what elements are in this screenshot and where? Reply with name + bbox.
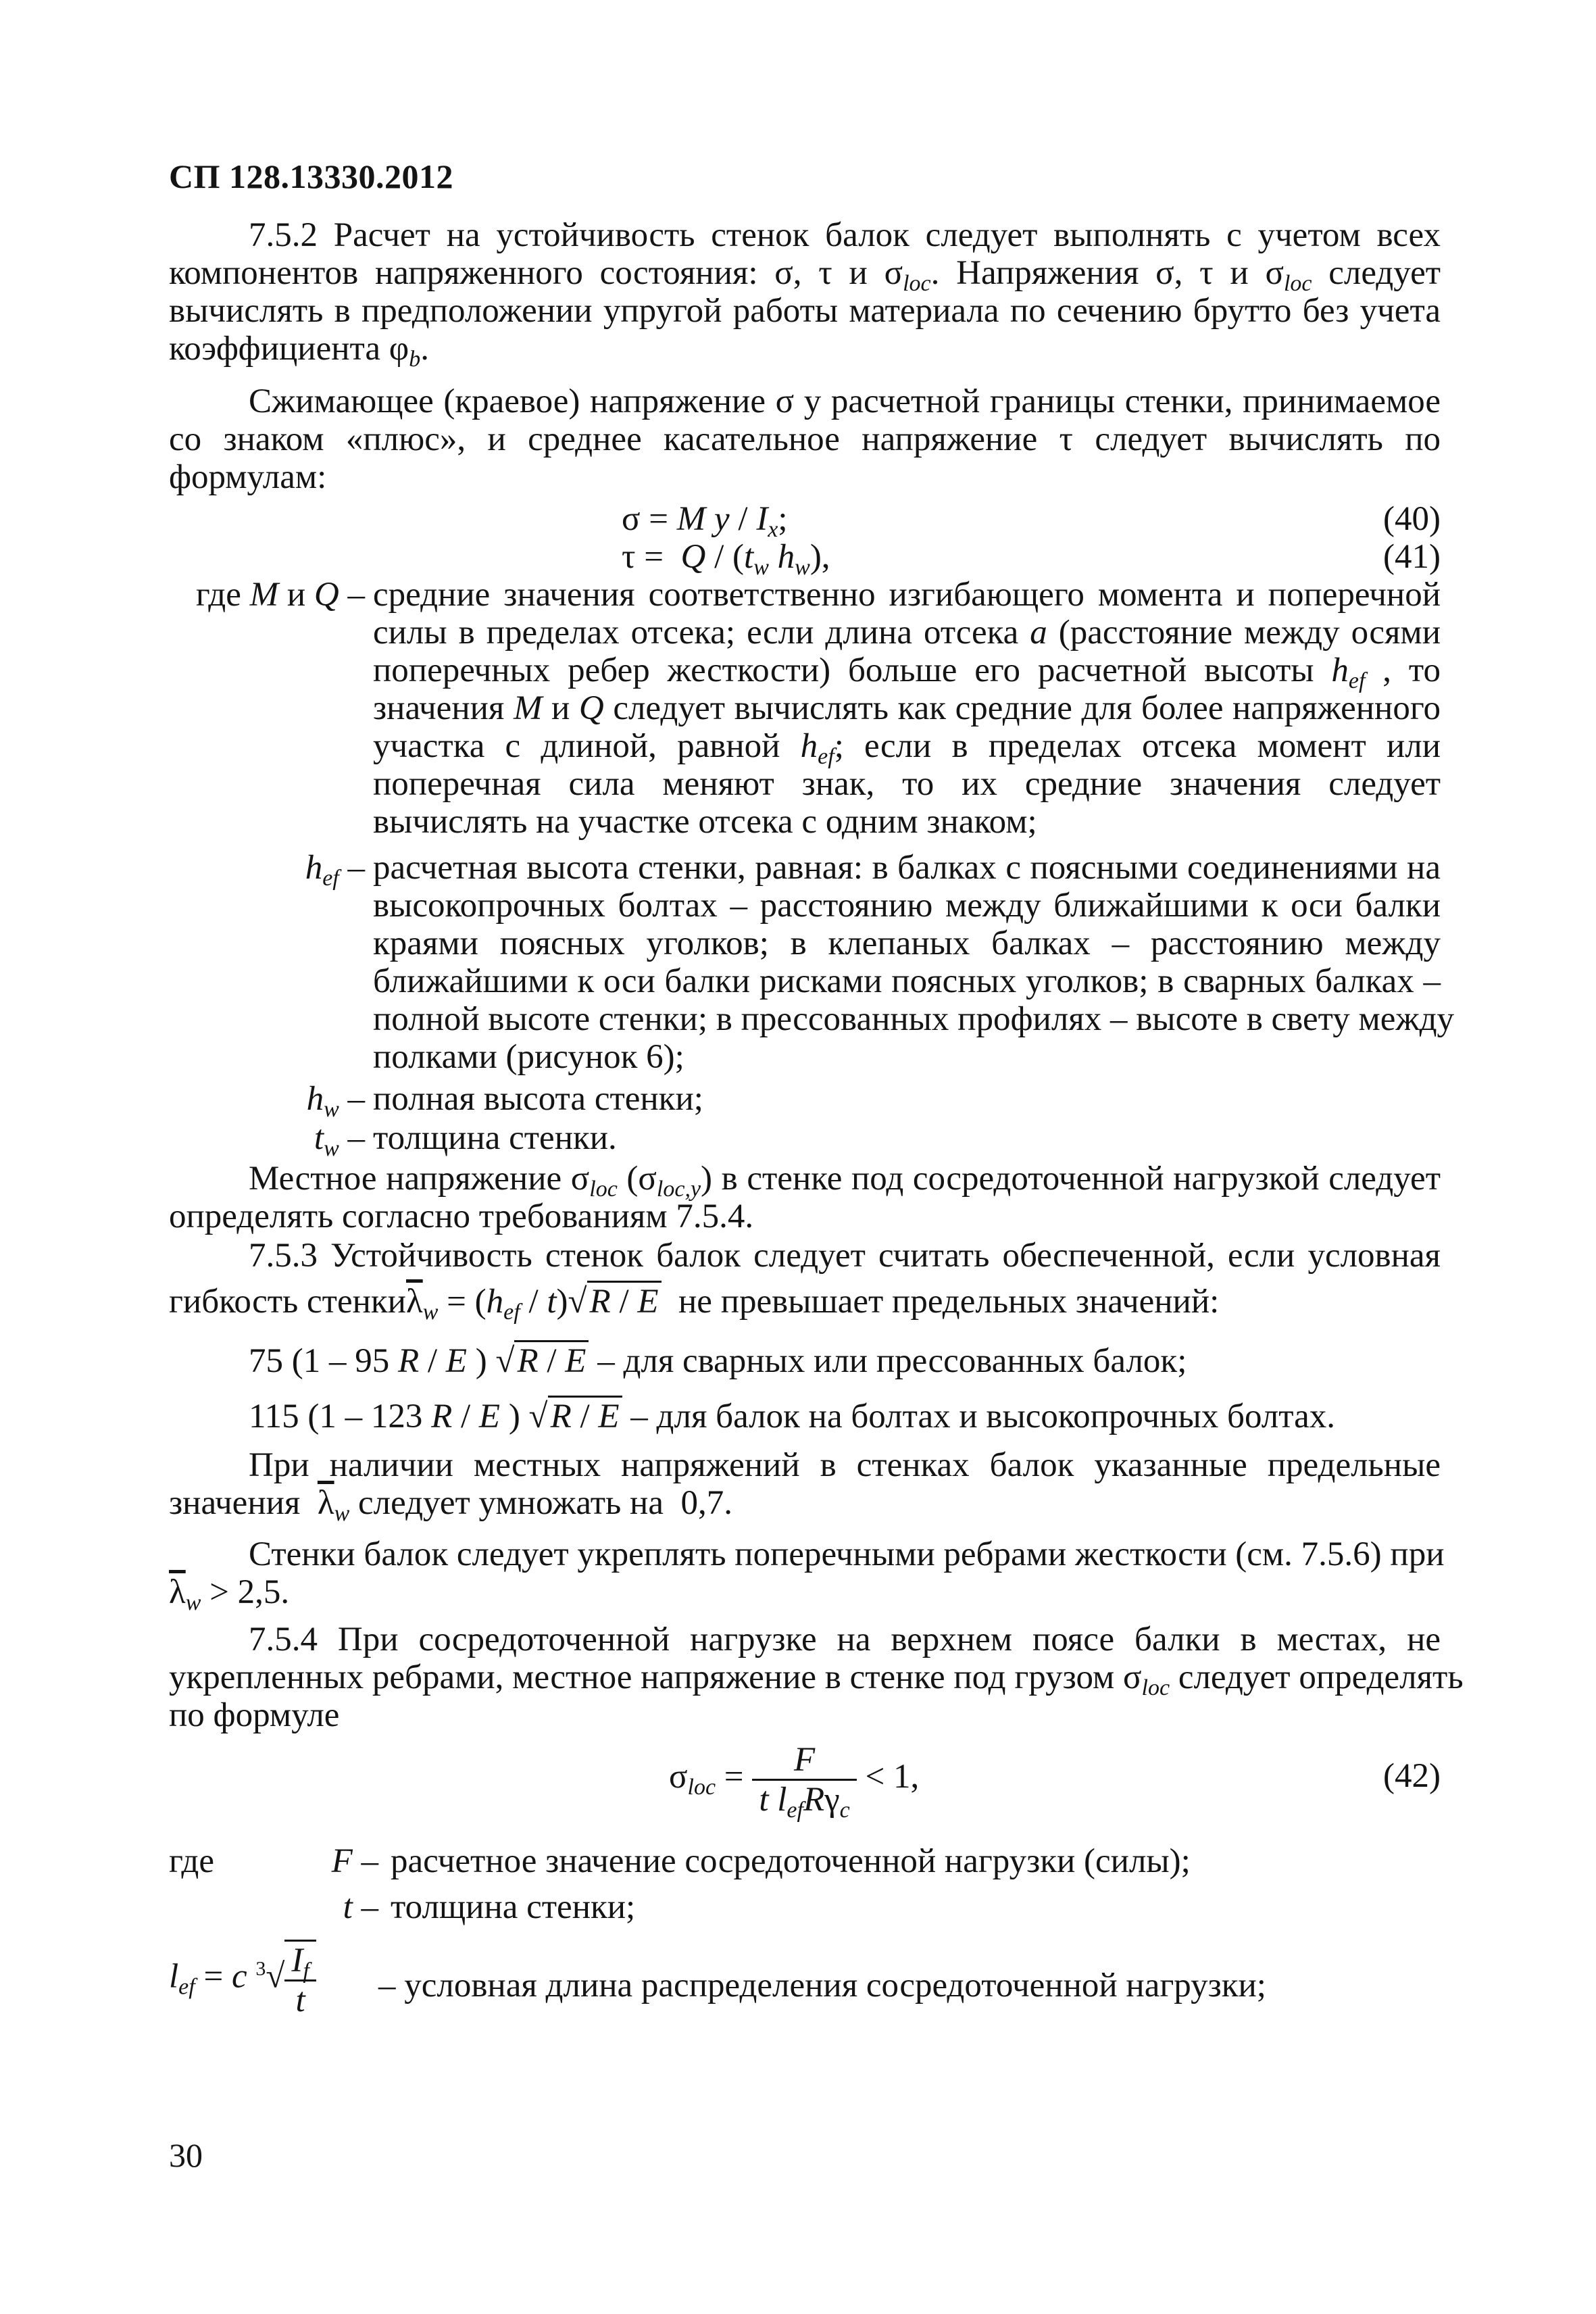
text-line: поперечных ребер жесткости) больше его расчетной высоты $h_{ef}$ , то [373, 651, 1441, 693]
slenderness-prefix: гибкость стенки [169, 1283, 406, 1321]
text-line: значения M и Q следует вычислять как средние для более напряженного [373, 689, 1441, 727]
fraction-denominator: t [295, 1981, 305, 2019]
text-line: формулам: [169, 458, 327, 496]
paragraph-7-5-4 [169, 1621, 1464, 1734]
text-line: полной высоте стенки; в прессованных профилях – высоте в свету между [373, 1000, 1455, 1038]
definition-m-and-q [373, 576, 1441, 841]
limit-bolted-text: – для балок на болтах и высокопрочных болтах. [630, 1398, 1336, 1435]
text-line: Местное напряжение $\sigma_{loc}$ $(\sigma_{loc,y})$ в стенке под сосредоточенной нагрузкой следует [249, 1160, 1441, 1202]
text-line: 7.5.3 Устойчивость стенок балок следует считать обеспеченной, если условная [249, 1237, 1441, 1275]
text-line: участка с длиной, равной $h_{ef}$; если в пределах отсека момент или [373, 727, 1441, 769]
definition-t: толщина стенки; [391, 1888, 636, 1926]
text-line: 7.5.2 Расчет на устойчивость стенок балок следует выполнять с учетом всех [249, 216, 1441, 254]
definition-f: расчетное значение сосредоточенной нагрузки (силы); [391, 1842, 1191, 1880]
slenderness-line [169, 1283, 1220, 1325]
text-line: 7.5.4 При сосредоточенной нагрузке на верхнем поясе балки в местах, не [249, 1621, 1441, 1658]
page-number: 30 [169, 2136, 203, 2174]
paragraph-stiffeners [169, 1535, 1445, 1615]
paragraph-7-5-2 [169, 216, 1441, 372]
equation-number-41: (41) [1383, 538, 1441, 576]
slenderness-formula: $\overline{\lambda}_w = (h_{ef} / t)√R / E$ [406, 1283, 662, 1321]
text-line: значения $\overline{\lambda}_w$ следует умножать на 0,7. [169, 1484, 732, 1526]
where-label: где [169, 1842, 214, 1880]
term-f: F – [331, 1842, 378, 1880]
text-line: средние значения соответственно изгибающего момента и поперечной [373, 576, 1441, 614]
text-line: полками (рисунок 6); [373, 1038, 684, 1076]
limit-bolted-formula: 115 (1 – 123 R / E ) √R / E [249, 1396, 622, 1435]
term-m-and-q: где M и Q – [195, 576, 365, 614]
text-line: краями поясных уголков; в клепаных балках – расстоянию между [373, 925, 1441, 962]
text-line: При наличии местных напряжений в стенках балок указанные предельные [249, 1446, 1441, 1484]
text-line: поперечная сила меняют знак, то их средние значения следует [373, 765, 1441, 803]
fraction-numerator: F [752, 1741, 856, 1781]
text-line: со знаком «плюс», и среднее касательное напряжение τ следует вычислять по [169, 420, 1441, 458]
text-line: компонентов напряженного состояния: σ, τ и $\sigma_{loc}$. Напряжения σ, τ и $\sigma_{loc}$ следует [169, 254, 1441, 296]
definition-tw: толщина стенки. [373, 1119, 617, 1157]
fraction [752, 1741, 856, 1823]
text-line: по формуле [169, 1696, 340, 1734]
text-line: ближайшими к оси балки рисками поясных уголков; в сварных балках – [373, 962, 1441, 1000]
slenderness-suffix: не превышает предельных значений: [678, 1283, 1220, 1321]
fraction [284, 1940, 316, 2019]
fraction-denominator: t $l_{ef}R\gamma_c$ [759, 1781, 850, 1823]
formula-lef: $l_{ef} = c$ $^3$√ $\frac{I_f}{t}$ [169, 1940, 316, 2019]
text-line: укрепленных ребрами, местное напряжение в стенке под грузом $\sigma_{loc}$ следует определять [169, 1658, 1464, 1700]
equation-number-40: (40) [1383, 500, 1441, 538]
formula-41: $\tau = Q / (t_w$ $h_w$), [622, 538, 830, 580]
paragraph-local-stress [169, 1160, 1441, 1235]
term-hw: $h_w$ – [306, 1080, 365, 1122]
text-line: Стенки балок следует укреплять поперечными ребрами жесткости (см. 7.5.6) при [249, 1535, 1445, 1573]
term-t: t – [343, 1888, 378, 1926]
limit-welded-text: – для сварных или прессованных балок; [597, 1342, 1187, 1380]
limit-welded [249, 1342, 1187, 1380]
text-line: высокопрочных болтах – расстоянию между ближайшими к оси балки [373, 887, 1441, 925]
text-line: определять согласно требованиям 7.5.4. [169, 1198, 754, 1235]
text-line: вычислять на участке отсека с одним знаком; [373, 803, 1037, 841]
formula-40: σ = M y / $I_x$; [622, 500, 788, 542]
text-line: силы в пределах отсека; если длина отсека a (расстояние между осями [373, 614, 1441, 651]
equation-number-42: (42) [1383, 1757, 1441, 1795]
text-line: $\overline{\lambda}_w > 2,5$. [169, 1573, 290, 1615]
paragraph-compressive-stress [169, 383, 1441, 496]
term-hef: $h_{ef}$ – [305, 849, 365, 891]
document-header: СП 128.13330.2012 [169, 157, 453, 195]
text-line: коэффициента $\varphi_b$. [169, 330, 429, 372]
paragraph-7-5-3 [169, 1237, 1441, 1275]
text-line: вычислять в предположении упругой работы материала по сечению брутто без учета [169, 292, 1441, 330]
limit-bolted [249, 1398, 1335, 1435]
paragraph-local-stress-limits [169, 1446, 1441, 1526]
formula-42: $\sigma_{loc}$ = $\frac{F}{t l_{ef}R\gamma_c}$ < 1, [669, 1741, 920, 1823]
text-line: расчетная высота стенки, равная: в балках с поясными соединениями на [373, 849, 1441, 887]
definition-hef [373, 849, 1455, 1076]
limit-welded-formula: 75 (1 – 95 R / E ) √R / E [249, 1340, 589, 1380]
text-line: Сжимающее (краевое) напряжение σ у расчетной границы стенки, принимаемое [249, 383, 1441, 420]
term-tw: $t_w$ – [314, 1119, 365, 1161]
fraction-numerator: $I_f$ [284, 1942, 316, 1981]
definition-hw: полная высота стенки; [373, 1080, 703, 1118]
definition-lef: – условная длина распределения сосредоточенной нагрузки; [378, 1967, 1266, 2004]
